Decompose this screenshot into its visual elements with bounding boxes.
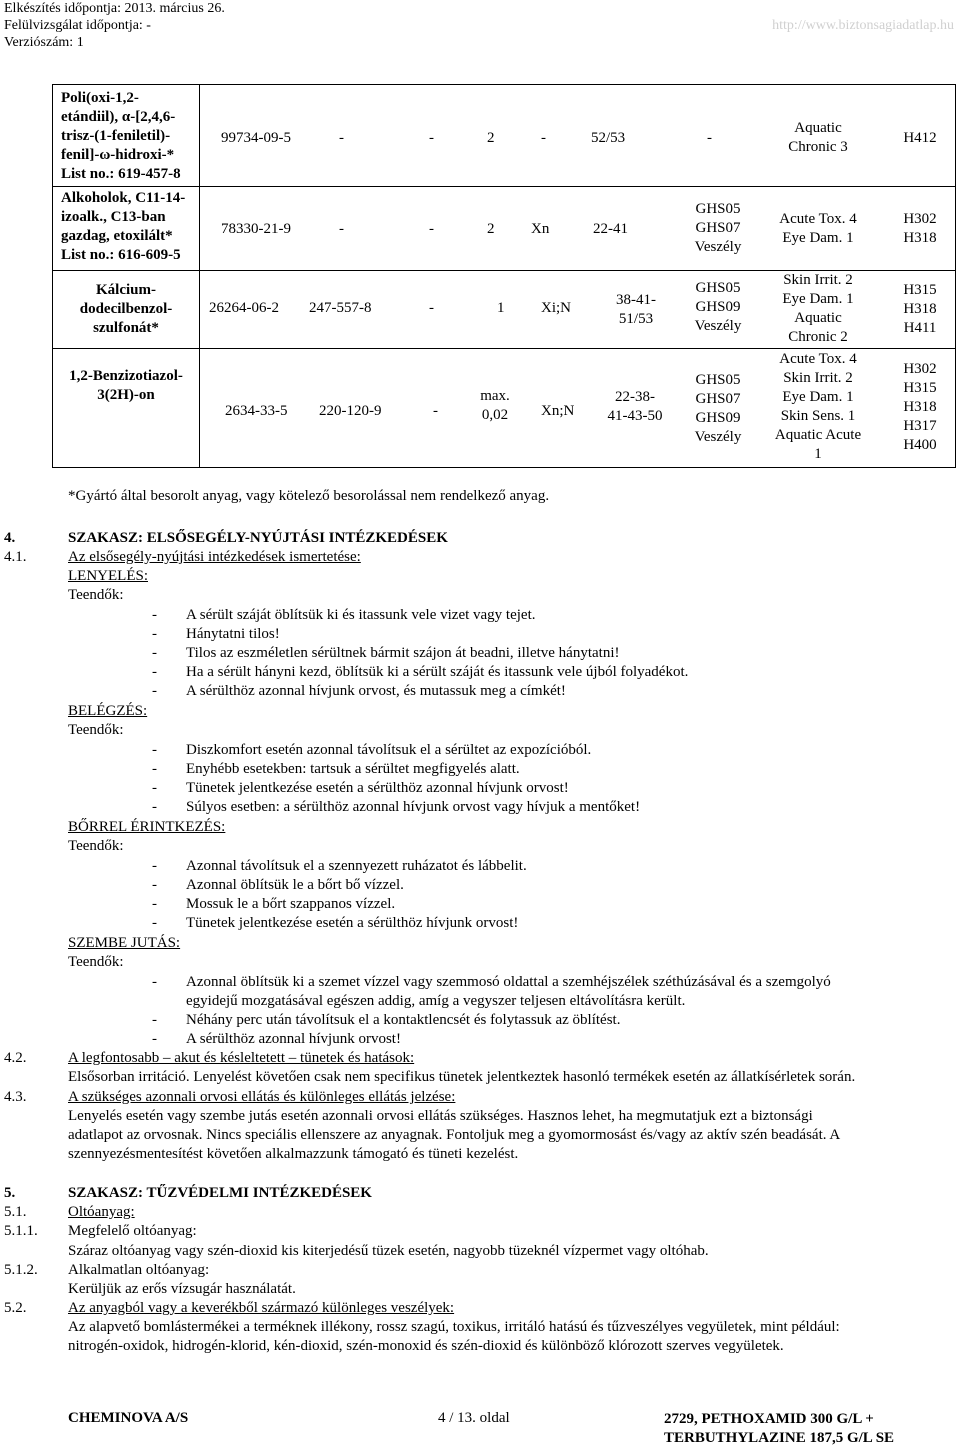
- section-5-number: 5.: [4, 1185, 16, 1201]
- r-phrases: 22-38- 41-43-50: [607, 389, 663, 424]
- section-5-2-text: nitrogén-oxidok, hidrogén-klorid, kén-dioxid, szén-monoxid és szén-dioxid és különböző klórozott szerves vegyületek.: [68, 1338, 784, 1354]
- section-4-3-number: 4.3.: [4, 1089, 27, 1105]
- section-5-1-title: Oltóanyag:: [68, 1204, 135, 1220]
- ghs-pictograms: GHS05 GHS07 Veszély: [694, 201, 742, 255]
- section-5-1-2-number: 5.1.2.: [4, 1262, 38, 1278]
- h-statements: H302 H315 H318 H317 H400: [903, 361, 937, 453]
- section-4-2-text: Elsősorban irritáció. Lenyelést követően csak nem specifikus tünetek jelentkeztek hasonló termékek esetén az állatkísérletek során.: [68, 1069, 856, 1085]
- concentration: 2: [487, 130, 495, 146]
- hazard-class: Acute Tox. 4 Eye Dam. 1: [779, 211, 857, 246]
- actions-label: Teendők:: [68, 722, 124, 738]
- section-5-2-title: Az anyagból vagy a keverékből származó különleges veszélyek:: [68, 1300, 455, 1316]
- section-5-1-number: 5.1.: [4, 1204, 27, 1220]
- ingestion-heading: LENYELÉS:: [68, 568, 148, 584]
- hazard-symbol: -: [541, 130, 546, 146]
- index-number: -: [433, 403, 438, 419]
- creation-date: Elkészítés időpontja: 2013. március 26.: [4, 1, 225, 16]
- section-4-number: 4.: [4, 530, 16, 546]
- section-5-title: SZAKASZ: TŰZVÉDELMI INTÉZKEDÉSEK: [68, 1185, 372, 1201]
- review-date: Felülvizsgálat időpontja: -: [4, 18, 151, 33]
- hazard-class: Acute Tox. 4 Skin Irrit. 2 Eye Dam. 1 Skin Sens. 1 Aquatic Acute 1: [774, 351, 862, 462]
- cas-number: 99734-09-5: [221, 130, 291, 146]
- h-statements: H302 H318: [903, 211, 937, 246]
- row-separator: [53, 186, 955, 187]
- section-4-1-title: Az elsősegély-nyújtási intézkedések ismertetése:: [68, 549, 361, 565]
- section-4-3-text: Lenyelés esetén vagy szembe jutás esetén azonnali orvosi ellátás szükséges. Hasznos lehet, ha megmutatjuk ezt a biztonsági: [68, 1108, 813, 1124]
- skin-contact-heading: BŐRREL ÉRINTKEZÉS:: [68, 819, 226, 835]
- actions-label: Teendők:: [68, 838, 124, 854]
- h-statements: H315 H318 H411: [903, 282, 937, 336]
- r-phrases: 38-41- 51/53: [616, 292, 656, 327]
- hazard-symbol: Xn;N: [541, 403, 575, 419]
- ghs-pictograms: GHS05 GHS07 GHS09 Veszély: [694, 372, 742, 445]
- index-number: -: [429, 221, 434, 237]
- section-5-2-number: 5.2.: [4, 1300, 27, 1316]
- footer-product: 2729, PETHOXAMID 300 G/L + TERBUTHYLAZINE 187,5 G/L SE: [664, 1411, 895, 1446]
- ghs-pictograms: -: [707, 130, 712, 146]
- document-header: [4, 0, 225, 51]
- ec-number: 247-557-8: [309, 300, 372, 316]
- section-5-2-text: Az alapvető bomlástermékei a terméknek illékony, rossz szagú, toxikus, irritáló hatású és tűzveszélyes vegyületek, mint például:: [68, 1319, 840, 1335]
- section-4-3-title: A szükséges azonnali orvosi ellátás és különleges ellátás jelzése:: [68, 1089, 456, 1105]
- section-5-1-1-number: 5.1.1.: [4, 1223, 38, 1239]
- concentration: max. 0,02: [480, 388, 510, 423]
- footer-page-number: 4 / 13. oldal: [438, 1410, 510, 1426]
- footer-company: CHEMINOVA A/S: [68, 1410, 189, 1426]
- cas-number: 26264-06-2: [209, 300, 279, 316]
- concentration: 2: [487, 221, 495, 237]
- composition-table: [52, 84, 956, 468]
- ghs-pictograms: GHS05 GHS09 Veszély: [694, 280, 742, 334]
- header-url[interactable]: http://www.biztonsagiadatlap.hu: [772, 18, 954, 33]
- hazard-symbol: Xn: [531, 221, 550, 237]
- hazard-class: Aquatic Chronic 3: [788, 120, 848, 155]
- ec-number: -: [339, 130, 344, 146]
- section-4-3-text: adatlapot az orvosnak. Nincs speciális ellenszere az anyagnak. Fontoljuk meg a gyomormosást és/vagy az aktív szén beadását. A: [68, 1127, 841, 1143]
- column-separator: [199, 85, 200, 467]
- section-5-1-1-text: Száraz oltóanyag vagy szén-dioxid kis kiterjedésű tüzek esetén, nagyobb tüzeknél vízpermet vagy oltóhab.: [68, 1243, 709, 1259]
- section-4-title: SZAKASZ: ELSŐSEGÉLY-NYÚJTÁSI INTÉZKEDÉSEK: [68, 530, 448, 546]
- table-footnote: *Gyártó által besorolt anyag, vagy kötelező besorolással nem rendelkező anyag.: [68, 488, 550, 504]
- index-number: -: [429, 300, 434, 316]
- concentration: 1: [497, 300, 505, 316]
- actions-label: Teendők:: [68, 587, 124, 603]
- substance-name-2: Alkoholok, C11-14- izoalk., C13-ban gazdag, etoxilált* List no.: 616-609-5: [61, 190, 186, 263]
- section-4-3-text: szennyezésmentesítést követően alkalmazzunk támogató és tüneti kezelést.: [68, 1146, 519, 1162]
- section-4-2-title: A legfontosabb – akut és késleltetett – tünetek és hatások:: [68, 1050, 415, 1066]
- cas-number: 2634-33-5: [225, 403, 288, 419]
- hazard-symbol: Xi;N: [541, 300, 571, 316]
- substance-name-4: 1,2-Benzizotiazol- 3(2H)-on: [69, 368, 183, 403]
- ec-number: -: [339, 221, 344, 237]
- row-separator: [53, 348, 955, 349]
- actions-label: Teendők:: [68, 954, 124, 970]
- cas-number: 78330-21-9: [221, 221, 291, 237]
- version-number: Verziószám: 1: [4, 35, 84, 50]
- eye-contact-heading: SZEMBE JUTÁS:: [68, 935, 181, 951]
- r-phrases: 52/53: [591, 130, 626, 146]
- index-number: -: [429, 130, 434, 146]
- section-4-2-number: 4.2.: [4, 1050, 27, 1066]
- section-5-1-1-title: Megfelelő oltóanyag:: [68, 1223, 197, 1239]
- r-phrases: 22-41: [593, 221, 628, 237]
- ec-number: 220-120-9: [319, 403, 382, 419]
- substance-name-3: Kálcium- dodecilbenzol- szulfonát*: [79, 282, 173, 336]
- hazard-class: Skin Irrit. 2 Eye Dam. 1 Aquatic Chronic 2: [782, 272, 854, 345]
- inhalation-heading: BELÉGZÉS:: [68, 703, 148, 719]
- h-statements: H412: [903, 130, 937, 146]
- section-4-1-number: 4.1.: [4, 549, 27, 565]
- substance-name-1: Poli(oxi-1,2- etándiil), α-[2,4,6- trisz-(1-feniletil)- fenil]-ω-hidroxi-* List no.: 619-457-8: [61, 90, 181, 182]
- section-5-1-2-title: Alkalmatlan oltóanyag:: [68, 1262, 210, 1278]
- section-5-1-2-text: Kerüljük az erős vízsugár használatát.: [68, 1281, 296, 1297]
